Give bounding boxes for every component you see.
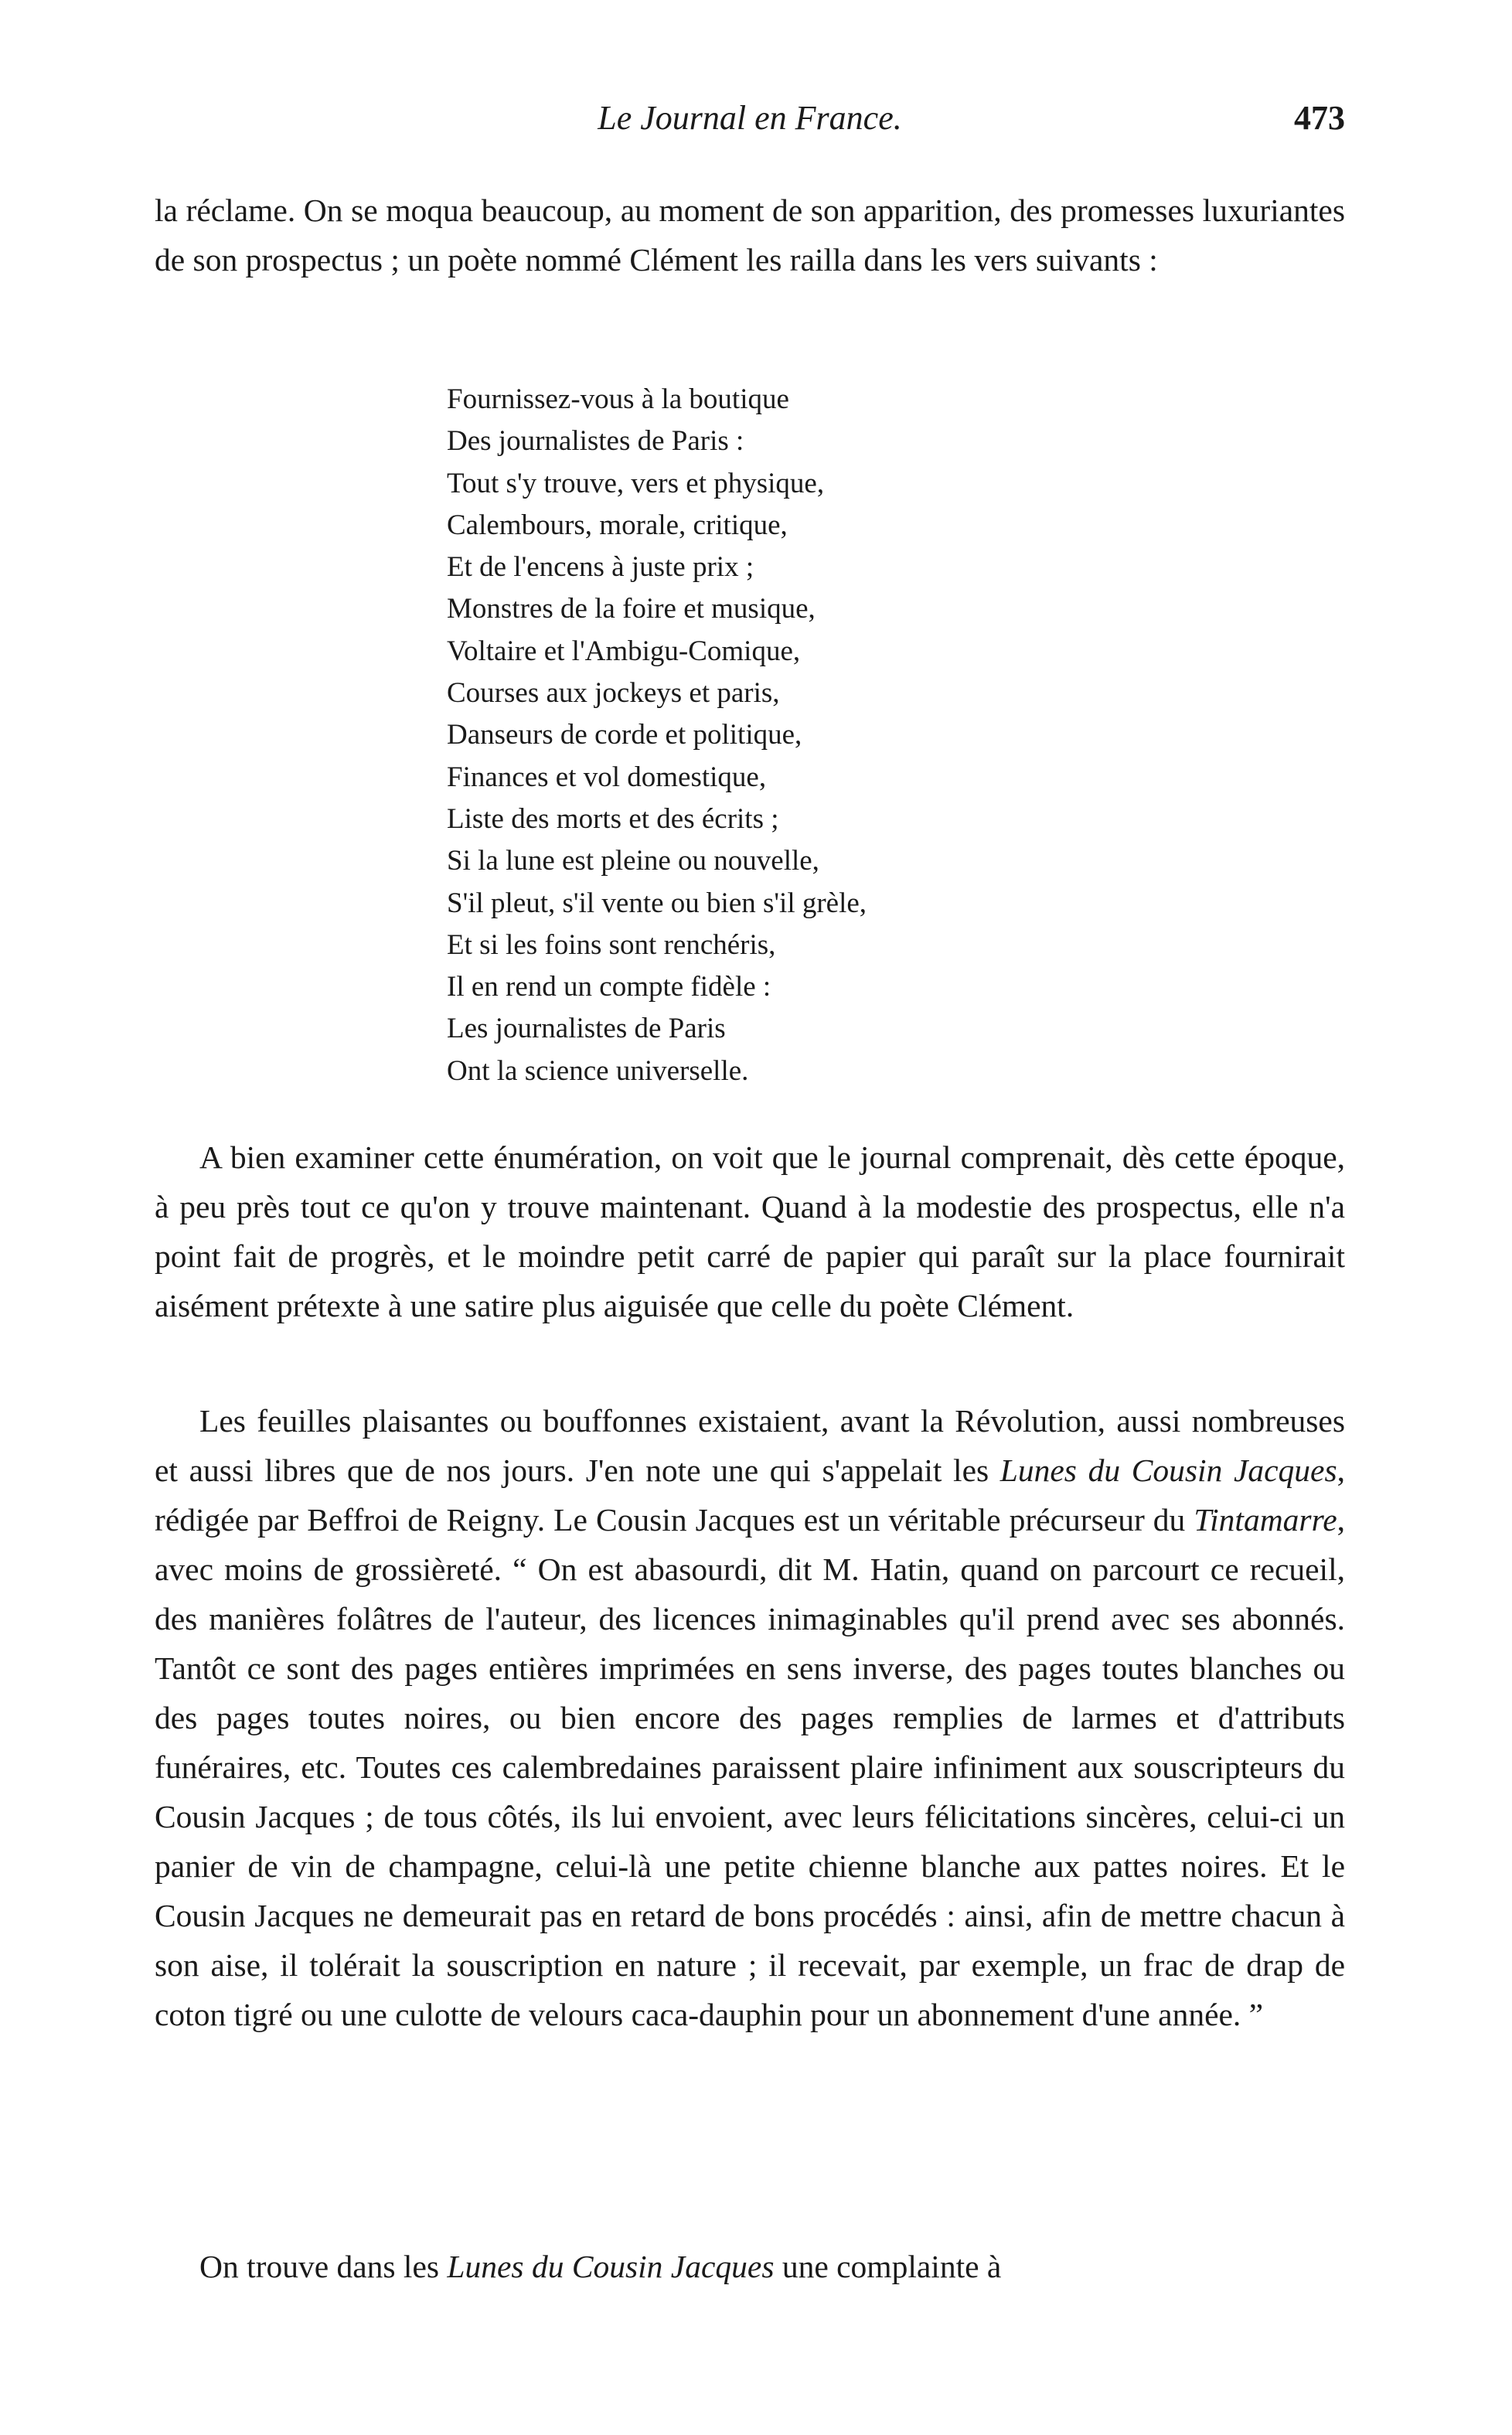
poem-line: Et de l'encens à juste prix ; [447,551,754,584]
poem-line: Il en rend un compte fidèle : [447,971,771,1003]
running-title: Le Journal en France. [598,99,902,137]
journal-title: Tintamarre [1194,1502,1337,1538]
poem-line: Des journalistes de Paris : [447,425,744,458]
poem-line: Danseurs de corde et politique, [447,719,802,751]
paragraph-cousin-jacques [155,1396,1345,2039]
paragraph-text: Les feuilles plaisantes ou bouffonnes existaient, avant la Révolution, aussi nombreuses et aussi libres que de nos jours. J'en note une qui s'appelait les [155,1403,1345,1488]
journal-title: Lunes du Cousin Jacques [447,2249,775,2284]
paragraph-complainte [155,2242,1345,2291]
poem-line: Ont la science universelle. [447,1054,749,1087]
journal-title: Lunes du Cousin Jacques [999,1452,1337,1488]
paragraph-text: , avec moins de grossièreté. “ On est abasourdi, dit M. Hatin, quand on parcourt ce recueil, des manières folâtres de l'auteur, des licences inimaginables qu'il prend avec ses abonnés. Tantôt ce sont des pages entières imprimées en sens inverse, des pages toutes blanches ou des pages toutes noires, ou bien encore des pages remplies de larmes et d'attributs funéraires, etc. Toutes ces calembredaines paraissent plaire infiniment aux souscripteurs du Cousin Jacques ; de tous côtés, ils lui envoient, avec leurs félicitations sincères, celui-ci un panier de vin de champagne, celui-là une petite chienne blanche aux pattes noires. Et le Cousin Jacques ne demeurait pas en retard de bons procédés : ainsi, afin de mettre chacun à son aise, il tolérait la souscription en nature ; il recevait, par exemple, un frac de drap de coton tigré ou une culotte de velours caca-dauphin pour un abonnement d'une année. ” [155,1502,1345,2032]
poem-line: Monstres de la foire et musique, [447,593,816,625]
poem-line: Courses aux jockeys et paris, [447,677,780,710]
paragraph-enumeration: A bien examiner cette énumération, on voit que le journal comprenait, dès cette époque, à peu près tout ce qu'on y trouve maintenant. Quand à la modestie des prospectus, elle n'a point fait de progrès, et le moindre petit carré de papier qui paraît sur la place fournirait aisément prétexte à une satire plus aiguisée que celle du poète Clément. [155,1139,1345,1323]
poem-line: Liste des morts et des écrits ; [447,802,779,835]
poem-line: Les journalistes de Paris [447,1013,726,1045]
poem-line: Voltaire et l'Ambigu-Comique, [447,635,801,667]
poem-line: Fournissez-vous à la boutique [447,383,789,415]
poem [447,379,1143,1092]
paragraph-text: , rédigée par Beffroi de Reigny. Le Cousin Jacques est un véritable précurseur du [155,1452,1345,1538]
page-header [155,91,1345,145]
paragraph-text: une complainte à [774,2249,1002,2284]
intro-paragraph: la réclame. On se moqua beaucoup, au moment de son apparition, des promesses luxuriantes de son prospectus ; un poète nommé Clément les railla dans les vers suivants : [155,192,1345,278]
poem-line: S'il pleut, s'il vente ou bien s'il grèle, [447,887,867,919]
poem-line: Si la lune est pleine ou nouvelle, [447,845,819,877]
poem-line: Finances et vol domestique, [447,761,767,793]
poem-line: Calembours, morale, critique, [447,509,788,541]
page-number: 473 [1294,99,1345,137]
paragraph-text: On trouve dans les [199,2249,448,2284]
poem-line: Et si les foins sont renchéris, [447,928,776,961]
poem-line: Tout s'y trouve, vers et physique, [447,467,825,499]
